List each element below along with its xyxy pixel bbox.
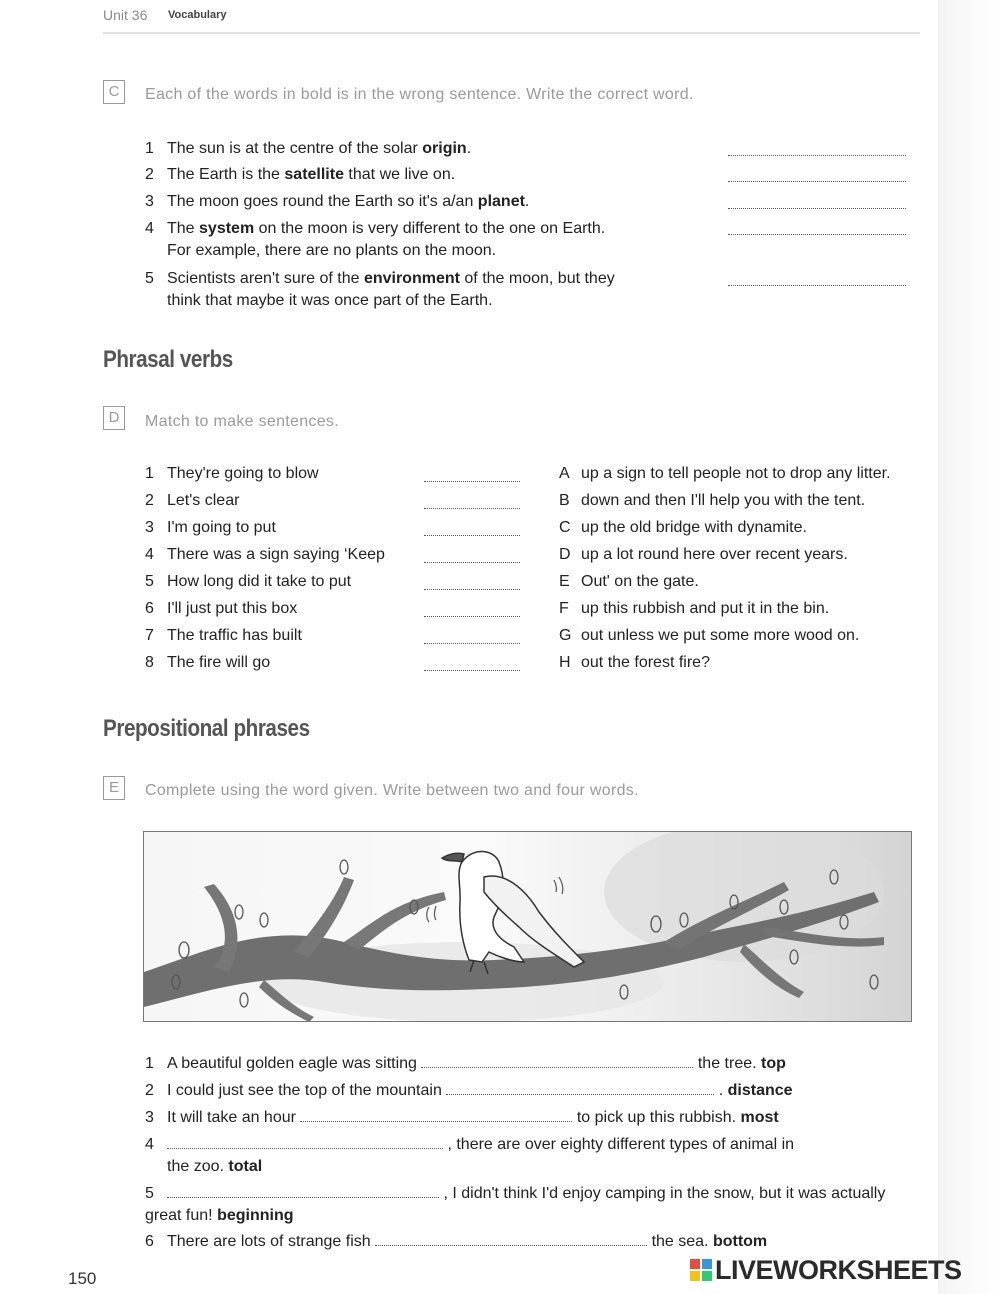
header-rule: [103, 32, 920, 34]
bold-word: satellite: [284, 166, 344, 183]
prepositional-phrases-heading: Prepositional phrases: [103, 715, 310, 742]
exercise-c-item: 4 The system on the moon is very different to the one on Earth. For example, there are no plants on the moon.: [145, 220, 606, 259]
exercise-c-item: 5 Scientists aren't sure of the environment of the moon, but they think that maybe it was once part of the Earth.: [145, 270, 615, 309]
phrasal-verbs-heading: Phrasal verbs: [103, 346, 233, 373]
page-number: 150: [68, 1269, 97, 1288]
match-left-item: 7 The traffic has built: [145, 627, 302, 644]
match-left-item: 6 I'll just put this box: [145, 600, 298, 617]
exercise-e-item: 4 , there are over eighty different types of animal in the zoo. total: [145, 1136, 795, 1175]
answer-blank-e5[interactable]: [167, 1183, 439, 1198]
exercise-e-item: 1 A beautiful golden eagle was sitting the tree. top: [145, 1055, 786, 1072]
given-word: most: [740, 1109, 779, 1126]
match-right-item: C up the old bridge with dynamite.: [559, 519, 807, 536]
exercise-e-item: 3 It will take an hour to pick up this rubbish. most: [145, 1109, 779, 1126]
page-edge-shadow: [938, 0, 1000, 1294]
answer-line-c2[interactable]: [728, 181, 906, 182]
exercise-c-instruction: Each of the words in bold is in the wrong sentence. Write the correct word.: [145, 86, 694, 103]
match-answer-3[interactable]: [424, 535, 520, 536]
unit-label: Unit 36: [103, 7, 148, 23]
match-right-item: A up a sign to tell people not to drop any litter.: [559, 465, 891, 482]
exercise-e-item: 2 I could just see the top of the mountain . distance: [145, 1082, 793, 1099]
liveworksheets-icon: [690, 1257, 712, 1279]
answer-line-c3[interactable]: [728, 208, 906, 209]
given-word: top: [761, 1055, 786, 1072]
match-answer-8[interactable]: [424, 670, 520, 671]
item-number: 5: [145, 270, 154, 287]
exercise-c-item: 1 The sun is at the centre of the solar origin.: [145, 138, 471, 160]
section-label: Vocabulary: [168, 9, 227, 21]
item-number: 4: [145, 220, 154, 237]
bold-word: system: [199, 220, 255, 237]
match-left-item: 1 They're going to blow: [145, 465, 319, 482]
exercise-c-item: 2 The Earth is the satellite that we live on.: [145, 164, 455, 186]
answer-line-c4[interactable]: [728, 234, 906, 235]
answer-blank-e3[interactable]: [300, 1107, 572, 1122]
liveworksheets-logo[interactable]: [690, 1255, 962, 1286]
brand-text: LIVEWORKSHEETS: [715, 1255, 962, 1285]
answer-blank-e2[interactable]: [446, 1080, 714, 1095]
exercise-e-item: 5 , I didn't think I'd enjoy camping in the snow, but it was actually great fun! beginning: [145, 1185, 886, 1224]
match-answer-5[interactable]: [424, 589, 520, 590]
match-answer-1[interactable]: [424, 481, 520, 482]
answer-blank-e4[interactable]: [167, 1134, 443, 1149]
item-number: 3: [145, 193, 154, 210]
exercise-e-instruction: Complete using the word given. Write between two and four words.: [145, 782, 639, 799]
exercise-e-item: 6 There are lots of strange fish the sea. bottom: [145, 1233, 768, 1250]
given-word: bottom: [712, 1233, 768, 1250]
answer-blank-e6[interactable]: [375, 1231, 647, 1246]
match-answer-7[interactable]: [424, 643, 520, 644]
match-right-item: G out unless we put some more wood on.: [559, 627, 860, 644]
match-left-item: 5 How long did it take to put: [145, 573, 352, 590]
given-word: beginning: [217, 1207, 294, 1224]
match-answer-6[interactable]: [424, 616, 520, 617]
match-answer-2[interactable]: [424, 508, 520, 509]
match-right-item: E Out' on the gate.: [559, 573, 699, 590]
given-word: total: [228, 1158, 263, 1175]
exercise-d-box: D: [103, 406, 125, 430]
match-left-item: 2 Let's clear: [145, 492, 240, 509]
match-left-item: 4 There was a sign saying ‘Keep: [145, 546, 385, 563]
answer-line-c1[interactable]: [728, 155, 906, 156]
eagle-on-branch-drawing: [144, 832, 912, 1022]
match-right-item: B down and then I'll help you with the tent.: [559, 492, 866, 509]
bold-word: environment: [363, 270, 460, 287]
bold-word: origin: [422, 140, 467, 157]
exercise-c-box: C: [103, 80, 125, 104]
given-word: distance: [727, 1082, 793, 1099]
exercise-d-instruction: Match to make sentences.: [145, 413, 339, 430]
exercise-c-item: 3 The moon goes round the Earth so it's a/an planet.: [145, 191, 529, 213]
eagle-illustration: [143, 831, 912, 1022]
match-right-item: D up a lot round here over recent years.: [559, 546, 848, 563]
bold-word: planet: [477, 193, 525, 210]
match-answer-4[interactable]: [424, 562, 520, 563]
item-number: 2: [145, 166, 154, 183]
match-left-item: 3 I'm going to put: [145, 519, 276, 536]
match-left-item: 8 The fire will go: [145, 654, 271, 671]
exercise-e-box: E: [103, 776, 125, 800]
item-number: 1: [145, 140, 154, 157]
match-right-item: H out the forest fire?: [559, 654, 710, 671]
match-right-item: F up this rubbish and put it in the bin.: [559, 600, 830, 617]
answer-line-c5[interactable]: [728, 285, 906, 286]
answer-blank-e1[interactable]: [421, 1053, 693, 1068]
